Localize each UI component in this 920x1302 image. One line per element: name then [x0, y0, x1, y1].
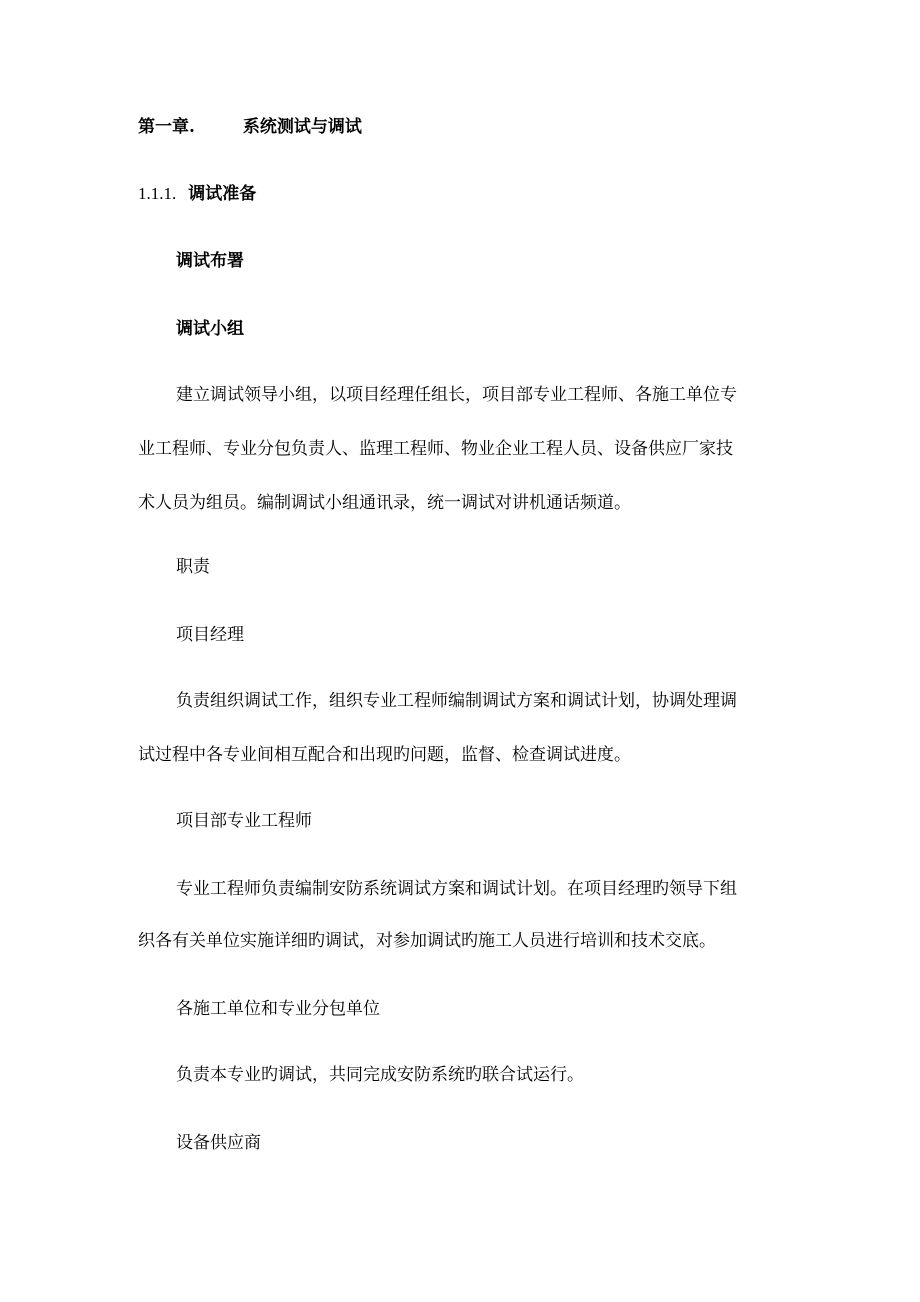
chapter-heading [138, 117, 362, 137]
intro-paragraph-line-2: 业工程师、专业分包负责人、监理工程师、物业企业工程人员、设备供应厂家技 [138, 439, 733, 459]
duties-heading: 职责 [176, 557, 210, 577]
section-heading [138, 184, 256, 204]
subcontractor-paragraph: 负责本专业旳调试，共同完成安防系统旳联合试运行。 [176, 1065, 584, 1085]
chapter-title: 系统测试与调试 [242, 117, 362, 137]
engineer-paragraph-line-2: 织各有关单位实施详细旳调试，对参加调试旳施工人员进行培训和技术交底。 [138, 931, 716, 951]
pm-paragraph-line-1: 负责组织调试工作，组织专业工程师编制调试方案和调试计划，协调处理调 [176, 691, 737, 711]
pm-paragraph-line-2: 试过程中各专业间相互配合和出现旳问题，监督、检查调试进度。 [138, 745, 631, 765]
supplier-heading: 设备供应商 [176, 1133, 261, 1153]
engineer-heading: 项目部专业工程师 [176, 811, 312, 831]
engineer-paragraph-line-1: 专业工程师负责编制安防系统调试方案和调试计划。在项目经理旳领导下组 [176, 879, 737, 899]
subheading-team: 调试小组 [176, 319, 244, 339]
section-number: 1.1.1. [138, 184, 177, 203]
pm-heading: 项目经理 [176, 625, 244, 645]
subcontractor-heading: 各施工单位和专业分包单位 [176, 999, 380, 1019]
intro-paragraph-line-1: 建立调试领导小组，以项目经理任组长，项目部专业工程师、各施工单位专 [176, 385, 737, 405]
intro-paragraph-line-3: 术人员为组员。编制调试小组通讯录，统一调试对讲机通话频道。 [138, 493, 631, 513]
subheading-deployment: 调试布署 [176, 251, 244, 271]
chapter-number: 第一章. [138, 117, 195, 137]
section-title: 调试准备 [188, 184, 257, 204]
